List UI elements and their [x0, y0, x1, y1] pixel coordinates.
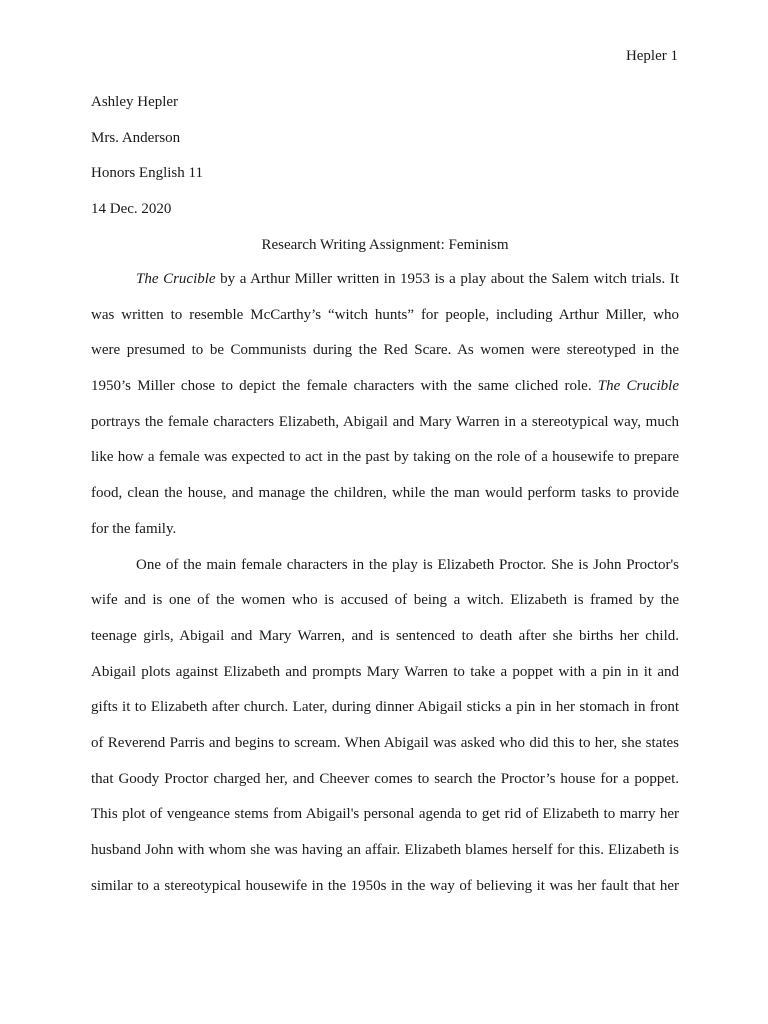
essay-title: Research Writing Assignment: Feminism — [261, 237, 509, 253]
mla-heading — [91, 93, 679, 236]
body-line: similar to a stereotypical housewife in the 1950s in the way of believing it was her fault that her — [91, 877, 679, 894]
body-line: This plot of vengeance stems from Abigail's personal agenda to get rid of Elizabeth to marry her — [91, 806, 679, 823]
body-line: gifts it to Elizabeth after church. Later, during dinner Abigail sticks a pin in her stomach in front — [91, 699, 679, 716]
body-line: portrays the female characters Elizabeth, Abigail and Mary Warren in a stereotypical way, much — [91, 413, 679, 430]
body-line: that Goody Proctor charged her, and Cheever comes to search the Proctor’s house for a poppet. — [91, 770, 679, 787]
student-name: Ashley Hepler — [91, 94, 179, 110]
body-line: were presumed to be Communists during the Red Scare. As women were stereotyped in the — [91, 342, 679, 359]
work-title-italic: The Crucible — [136, 271, 216, 287]
body-line: wife and is one of the women who is accused of being a witch. Elizabeth is framed by the — [91, 592, 679, 609]
body-line: for the family. — [91, 520, 177, 537]
running-head: Hepler 1 — [625, 48, 678, 64]
body-line: 1950’s Miller chose to depict the female characters with the same cliched role. The Crucible — [91, 378, 679, 395]
body-line: The Crucible by a Arthur Miller written in 1953 is a play about the Salem witch trials. It — [136, 271, 679, 287]
essay-date: 14 Dec. 2020 — [91, 201, 172, 218]
course-name: Honors English 11 — [91, 165, 203, 182]
body-line: food, clean the house, and manage the children, while the man would perform tasks to provide — [91, 485, 679, 502]
body-line: of Reverend Parris and begins to scream. When Abigail was asked who did this to her, she states — [91, 734, 679, 751]
body-line: husband John with whom she was having an affair. Elizabeth blames herself for this. Elizabeth is — [91, 842, 679, 858]
body-line: was written to resemble McCarthy’s “witch hunts” for people, including Arthur Miller, who — [91, 306, 679, 323]
body-line: One of the main female characters in the play is Elizabeth Proctor. She is John Proctor's — [136, 556, 679, 573]
essay-body — [91, 262, 679, 904]
body-line: teenage girls, Abigail and Mary Warren, and is sentenced to death after she births her child. — [91, 627, 679, 644]
work-title-italic: The Crucible — [597, 378, 679, 395]
instructor-name: Mrs. Anderson — [91, 129, 181, 146]
body-line: Abigail plots against Elizabeth and prompts Mary Warren to take a poppet with a pin in it and — [91, 663, 679, 680]
body-line: like how a female was expected to act in the past by taking on the role of a housewife to prepare — [91, 449, 679, 466]
